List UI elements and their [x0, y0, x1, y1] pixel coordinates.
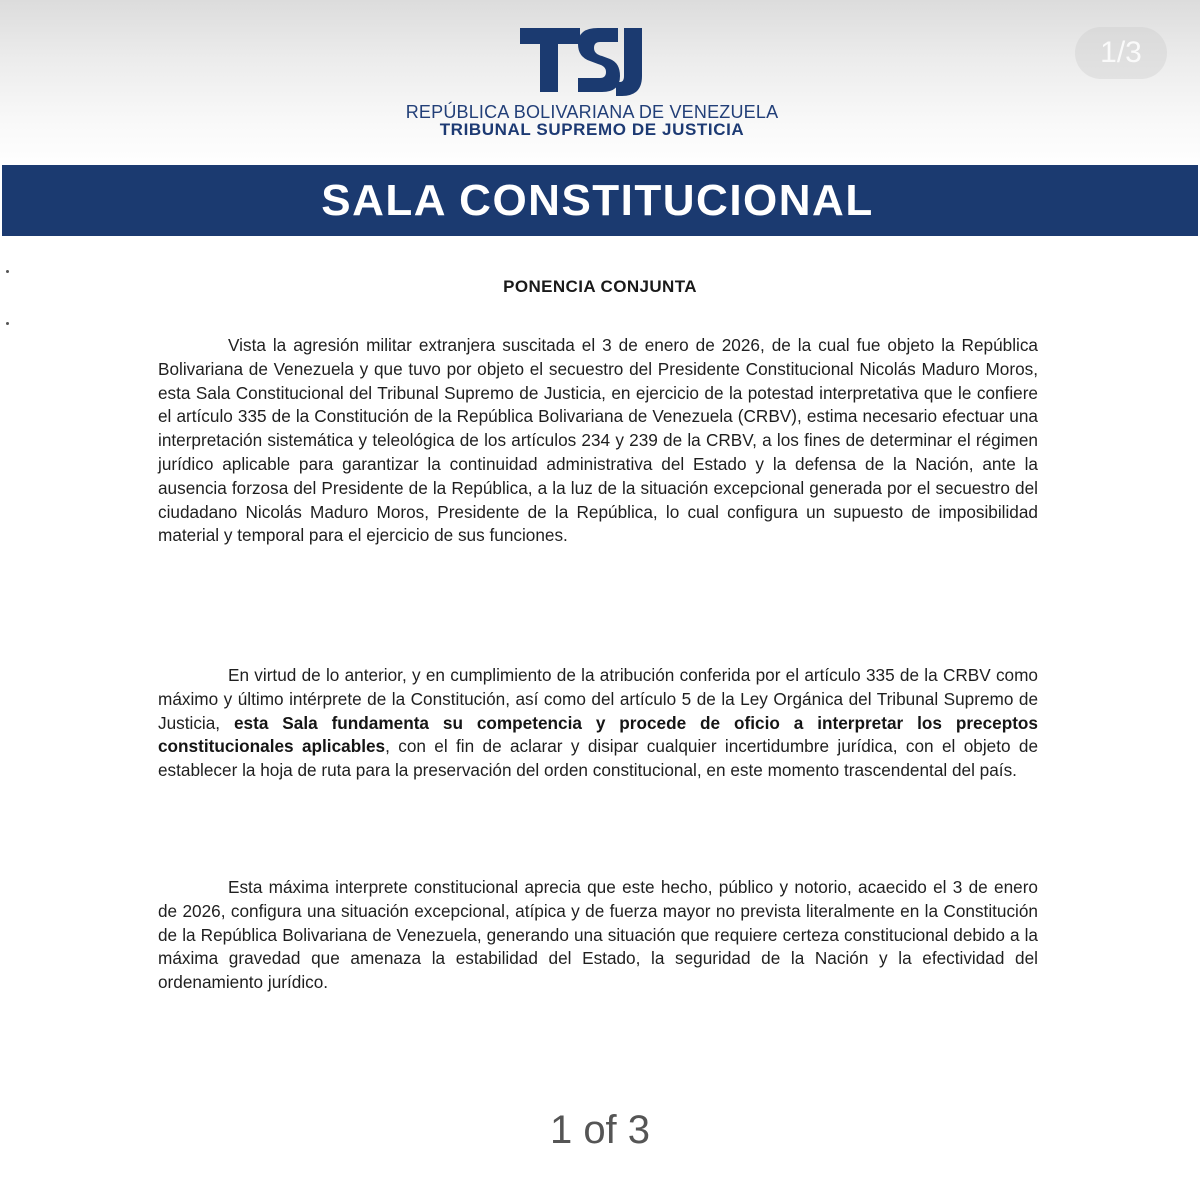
paragraph-2-start: En virtud de lo anterior, y en cumplimiento de la atribución conferida por el artículo 335 de la CRBV como máximo y último intérprete de la Constitución, así como del artículo 5 de la Ley Orgánica del Tribunal Supremo de Justicia, — [158, 665, 1038, 733]
institution-name: TRIBUNAL SUPREMO DE JUSTICIA — [439, 120, 745, 139]
page-indicator-badge: 1/3 — [1075, 27, 1167, 79]
document-heading: PONENCIA CONJUNTA — [503, 277, 697, 296]
margin-mark — [6, 322, 9, 325]
chamber-banner — [2, 165, 1198, 236]
paragraph-1: Vista la agresión militar extranjera suscitada el 3 de enero de 2026, de la cual fue objeto la República Bolivariana de Venezuela y que tuvo por objeto el secuestro del Presidente Constitucional Nicolás Maduro Moros, esta Sala Constitucional del Tribunal Supremo de Justicia, en ejercicio de la potestad interpretativa que le confiere el artículo 335 de la Constitución de la República Bolivariana de Venezuela (CRBV), estima necesario efectuar una interpretación sistemática y teleológica de los artículos 234 y 239 de la CRBV, a los fines de determinar el régimen jurídico aplicable para garantizar la continuidad administrativa del Estado y la defensa de la Nación, ante la ausencia forzosa del Presidente de la República, a la luz de la situación excepcional generada por el secuestro del ciudadano Nicolás Maduro Moros, Presidente de la República, lo cual configura un supuesto de imposibilidad material y temporal para el ejercicio de sus funciones. — [158, 335, 1038, 546]
banner-title: SALA CONSTITUCIONAL — [321, 175, 874, 225]
margin-mark — [6, 270, 9, 273]
paragraph-2-end: , con el fin de aclarar y disipar cualquier incertidumbre jurídica, con el objeto de establecer la hoja de ruta para la preservación del orden constitucional, en este momento trascendental del país. — [158, 736, 1038, 781]
paragraph-2 — [158, 664, 1038, 783]
tsj-logo-icon — [520, 26, 660, 106]
header-logo — [0, 18, 1200, 148]
page-counter: 1 of 3 — [549, 1108, 651, 1152]
paragraph-3: Esta máxima interprete constitucional aprecia que este hecho, público y notorio, acaecido el 3 de enero de 2026, configura una situación excepcional, atípica y de fuerza mayor no prevista literalmente en la Constitución de la República Bolivariana de Venezuela, generando una situación que requiere certeza constitucional debido a la máxima gravedad que amenaza la estabilidad del Estado, la seguridad de la Nación y la efectividad del ordenamiento jurídico. — [158, 877, 1038, 993]
paragraph-2-bold: esta Sala fundamenta su competencia y procede de oficio a interpretar los preceptos constitucionales aplicables — [158, 712, 1038, 757]
country-name: REPÚBLICA BOLIVARIANA DE VENEZUELA — [405, 102, 779, 122]
